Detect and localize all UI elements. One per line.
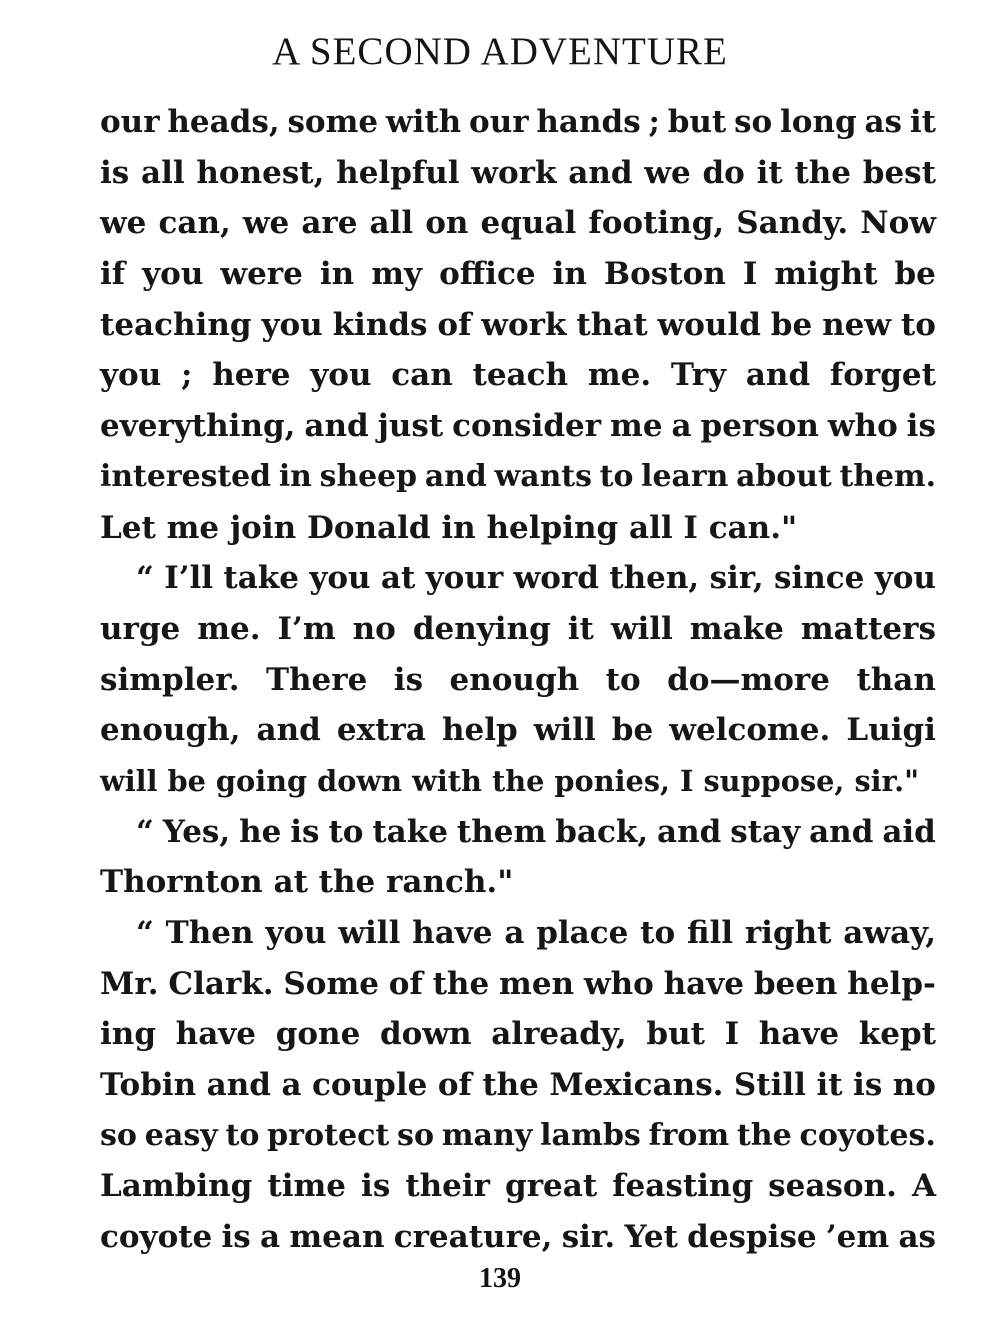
text-line: everything, and just consider me a person who is bbox=[100, 408, 936, 445]
text-line: our heads, some with our hands ; but so long as it bbox=[100, 104, 936, 140]
text-line: teaching you kinds of work that would be new to bbox=[100, 306, 936, 343]
running-head: A SECOND ADVENTURE bbox=[272, 30, 728, 73]
text-line: Thornton at the ranch." bbox=[100, 864, 514, 901]
text-line: you ; here you can teach me. Try and forget bbox=[100, 357, 936, 394]
text-line: “ Yes, he is to take them back, and stay and aid bbox=[136, 813, 936, 850]
page-number: 139 bbox=[479, 1263, 521, 1294]
body-text bbox=[100, 97, 936, 1263]
text-line: enough, and extra help will be welcome. Luigi bbox=[100, 712, 936, 749]
text-line: so easy to protect so many lambs from the coyotes. bbox=[100, 1117, 936, 1153]
text-line: Mr. Clark. Some of the men who have been help- bbox=[100, 965, 936, 1002]
text-line: “ I’ll take you at your word then, sir, since you bbox=[136, 560, 936, 597]
text-line: interested in sheep and wants to learn about them. bbox=[100, 458, 936, 494]
text-line: we can, we are all on equal footing, Sandy. Now bbox=[100, 205, 936, 242]
text-line: Lambing time is their great feasting season. A bbox=[100, 1168, 936, 1205]
text-line: is all honest, helpful work and we do it the best bbox=[100, 154, 936, 191]
text-line: will be going down with the ponies, I suppose, sir." bbox=[100, 763, 920, 798]
text-line: Tobin and a couple of the Mexicans. Still it is no bbox=[100, 1067, 936, 1104]
text-line: Let me join Donald in helping all I can." bbox=[100, 509, 798, 546]
text-line: ing have gone down already, but I have kept bbox=[100, 1016, 936, 1053]
text-line: if you were in my office in Boston I might be bbox=[100, 256, 936, 293]
text-line: coyote is a mean creature, sir. Yet despise ’em as bbox=[100, 1219, 936, 1256]
text-line: urge me. I’m no denying it will make matters bbox=[100, 610, 936, 647]
text-line: “ Then you will have a place to fill right away, bbox=[136, 915, 936, 951]
text-line: simpler. There is enough to do—more than bbox=[100, 661, 936, 698]
